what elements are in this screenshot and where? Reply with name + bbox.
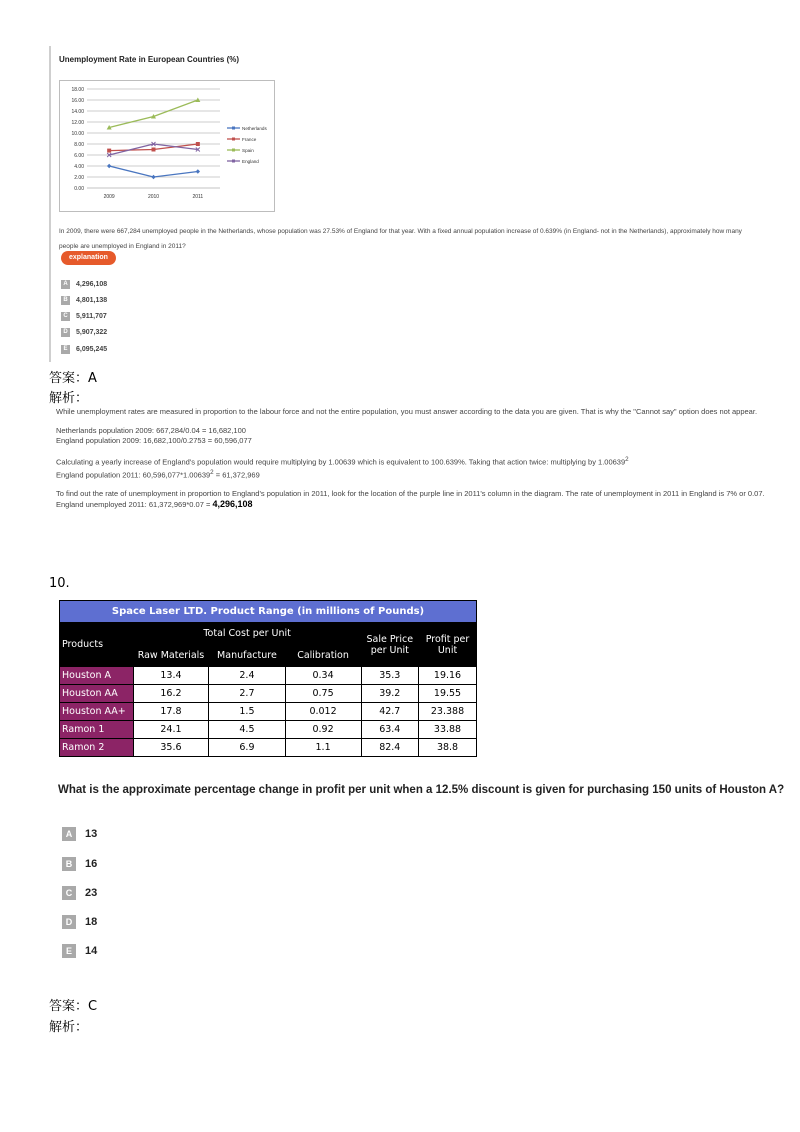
data-point <box>151 175 155 179</box>
option-value: 5,907,322 <box>76 328 108 336</box>
option-c[interactable] <box>62 885 97 901</box>
exponent: 2 <box>210 468 214 476</box>
table-row <box>60 721 477 739</box>
series-line <box>109 100 198 128</box>
table-cell: 63.4 <box>361 721 419 739</box>
exponent: 2 <box>625 456 629 463</box>
table-cell: 1.5 <box>209 703 285 721</box>
table-cell: 35.6 <box>133 739 209 757</box>
data-point <box>196 142 200 146</box>
legend-label: Netherlands <box>242 126 267 131</box>
solution-paragraph: While unemployment rates are measured in proportion to the labour force and not the entire population, you must answer according to the data you are given. That is why the "Cannot say" option does not appear. <box>56 407 758 416</box>
data-point <box>196 169 200 173</box>
chart-canvas <box>60 81 274 211</box>
data-point <box>152 148 156 152</box>
option-d[interactable] <box>61 326 107 338</box>
option-letter-badge: B <box>62 857 76 871</box>
y-tick-label: 6.00 <box>74 153 84 159</box>
data-point <box>107 164 111 168</box>
x-tick-label: 2009 <box>103 194 115 200</box>
question-stem: In 2009, there were 667,284 unemployed people in the Netherlands, whose population was 27.53% of England for that year. With a fixed annual population increase of 0.639% (in England- not in the Netherlands), approximately how many people are unemployed in England in 2011? <box>59 228 742 250</box>
explanation-button[interactable]: explanation <box>61 251 116 265</box>
legend-marker <box>232 149 235 152</box>
option-e[interactable] <box>62 943 97 959</box>
legend-marker <box>232 127 235 130</box>
final-answer: 4,296,108 <box>212 499 253 509</box>
y-tick-label: 8.00 <box>74 142 84 148</box>
header-manufacture: Manufacture <box>209 645 285 667</box>
x-tick-label: 2010 <box>147 194 160 200</box>
question-left-rule <box>49 46 51 362</box>
legend-label: England <box>242 159 259 164</box>
answer-label: 答案：A <box>49 371 97 386</box>
solution-line: England unemployed 2011: 61,372,969*0.07 = <box>56 500 213 509</box>
option-d[interactable] <box>62 914 97 930</box>
table-cell: 0.75 <box>285 685 361 703</box>
table-cell: 0.92 <box>285 721 361 739</box>
legend-marker <box>232 138 235 141</box>
option-b[interactable] <box>61 294 107 306</box>
table-cell: 6.9 <box>209 739 285 757</box>
table-cell: 35.3 <box>361 667 419 685</box>
option-value: 16 <box>85 858 98 870</box>
table-cell: 24.1 <box>133 721 209 739</box>
option-a[interactable] <box>61 278 107 290</box>
chart-title: Unemployment Rate in European Countries (%) <box>59 55 240 64</box>
y-tick-label: 0.00 <box>74 186 84 192</box>
table-cell: 4.5 <box>209 721 285 739</box>
header-products: Products <box>60 623 134 667</box>
header-sale-price: Sale Price per Unit <box>361 623 419 667</box>
y-tick-label: 18.00 <box>71 87 84 93</box>
y-tick-label: 4.00 <box>74 164 84 170</box>
product-name-cell: Houston AA <box>60 685 134 703</box>
table-cell: 39.2 <box>361 685 419 703</box>
header-raw-materials: Raw Materials <box>133 645 209 667</box>
solution-paragraph <box>56 489 796 510</box>
table-cell: 1.1 <box>285 739 361 757</box>
option-value: 18 <box>85 916 98 928</box>
table-row <box>60 667 477 685</box>
question-stem: What is the approximate percentage change in profit per unit when a 12.5% discount is given for purchasing 150 units of Houston A? <box>58 784 785 796</box>
option-letter-badge: C <box>62 886 76 900</box>
header-profit: Profit per Unit <box>419 623 477 667</box>
legend-marker <box>232 160 235 163</box>
option-letter-badge: A <box>62 827 76 841</box>
table-cell: 82.4 <box>361 739 419 757</box>
solution-paragraph <box>56 455 796 480</box>
line-chart <box>59 80 275 212</box>
option-e[interactable] <box>61 343 107 355</box>
option-value: 13 <box>85 828 98 840</box>
option-value: 4,801,138 <box>76 296 108 304</box>
solution-line: = 61,372,969 <box>213 470 260 479</box>
option-letter-badge: D <box>61 328 70 337</box>
option-a[interactable] <box>62 826 97 842</box>
y-tick-label: 16.00 <box>71 98 84 104</box>
x-tick-label: 2011 <box>192 194 204 200</box>
table-row <box>60 739 477 757</box>
header-calibration: Calibration <box>285 645 361 667</box>
solution-line: Netherlands population 2009: 667,284/0.04 = 16,682,100 <box>56 426 246 435</box>
table-cell: 23.388 <box>419 703 477 721</box>
analysis-label: 解析： <box>49 1020 89 1035</box>
table-cell: 0.34 <box>285 667 361 685</box>
y-tick-label: 10.00 <box>71 131 84 137</box>
product-name-cell: Ramon 1 <box>60 721 134 739</box>
option-letter-badge: A <box>61 280 70 289</box>
option-value: 5,911,707 <box>76 312 107 320</box>
table-cell: 19.16 <box>419 667 477 685</box>
option-letter-badge: D <box>62 915 76 929</box>
option-letter-badge: E <box>62 944 76 958</box>
table-cell: 13.4 <box>133 667 209 685</box>
table-cell: 2.7 <box>209 685 285 703</box>
solution-line: England population 2009: 16,682,100/0.2753 = 60,596,077 <box>56 436 252 445</box>
table-cell: 38.8 <box>419 739 477 757</box>
table-title: Space Laser LTD. Product Range (in millions of Pounds) <box>60 601 477 623</box>
table-cell: 33.88 <box>419 721 477 739</box>
table-body <box>60 667 477 757</box>
question-number: 10. <box>49 576 70 591</box>
table-row <box>60 685 477 703</box>
option-value: 4,296,108 <box>76 280 108 288</box>
table-cell: 2.4 <box>209 667 285 685</box>
table-cell: 42.7 <box>361 703 419 721</box>
option-c[interactable] <box>61 310 107 322</box>
option-value: 6,095,245 <box>76 345 108 353</box>
solution-line: England population 2011: 60,596,077*1.00639 <box>56 470 211 479</box>
table-cell: 17.8 <box>133 703 209 721</box>
option-letter-badge: B <box>61 296 70 305</box>
solution-text <box>56 407 796 519</box>
table-row <box>60 703 477 721</box>
legend-label: France <box>242 137 257 142</box>
option-letter-badge: E <box>61 345 70 354</box>
solution-line: To find out the rate of unemployment in proportion to England's population in 2011, look for the location of the purple line in 2011's column in the diagram. The rate of unemployment in 2011 in England is 7% or 0.07. <box>56 489 765 498</box>
option-value: 14 <box>85 945 98 957</box>
y-tick-label: 12.00 <box>71 120 84 126</box>
product-name-cell: Ramon 2 <box>60 739 134 757</box>
y-tick-label: 14.00 <box>71 109 84 115</box>
option-letter-badge: C <box>61 312 70 321</box>
solution-paragraph <box>56 426 796 446</box>
option-b[interactable] <box>62 856 97 872</box>
table-cell: 16.2 <box>133 685 209 703</box>
solution-line: Calculating a yearly increase of England's population would require multiplying by 1.00639 which is equivalent to 100.639%. Taking that action twice: multiplying by 1.00639 <box>56 457 626 467</box>
product-name-cell: Houston AA+ <box>60 703 134 721</box>
answer-label: 答案：C <box>49 999 98 1014</box>
table-cell: 19.55 <box>419 685 477 703</box>
legend-label: Spain <box>242 148 254 153</box>
table-cell: 0.012 <box>285 703 361 721</box>
header-total-cost: Total Cost per Unit <box>133 623 361 645</box>
option-value: 23 <box>85 887 98 899</box>
product-name-cell: Houston A <box>60 667 134 685</box>
analysis-label: 解析： <box>49 391 89 406</box>
data-point <box>107 149 111 153</box>
product-table <box>59 600 477 757</box>
y-tick-label: 2.00 <box>74 175 84 181</box>
